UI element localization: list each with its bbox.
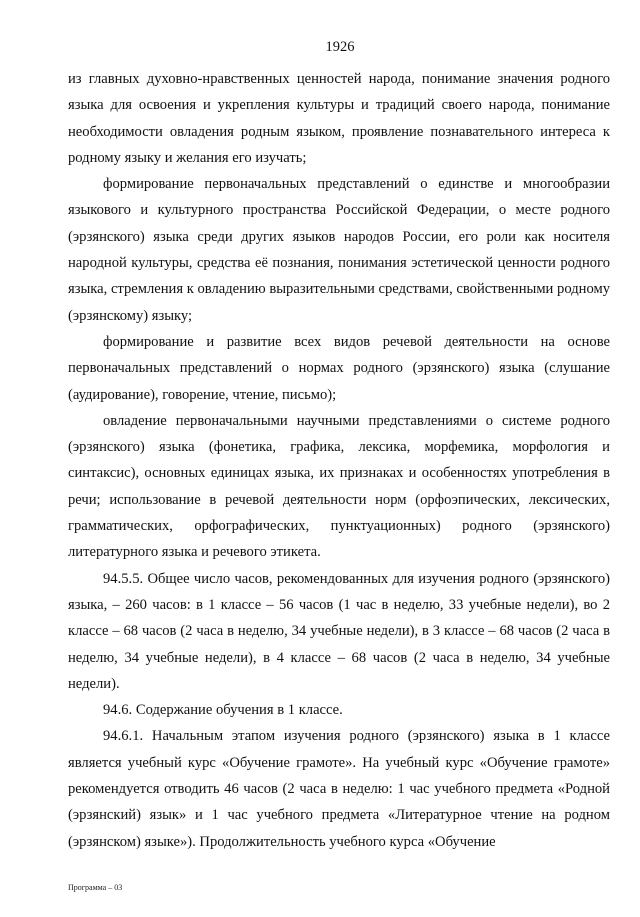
paragraph-section-94-6-1: 94.6.1. Начальным этапом изучения родного (эрзянского) языка в 1 классе является учебный курс «Обучение грамоте». На учебный курс «Обучение грамоте» рекомендуется отводить 46 часов (2 часа в неделю: 1 час учебного предмета «Родной (эрзянский) язык» и 1 час учебного предмета «Литературное чтение на родном (эрзянском) языке»). Продолжительность учебного курса «Обучение <box>68 728 610 850</box>
paragraph-section-94-6: 94.6. Содержание обучения в 1 классе. <box>103 702 343 719</box>
paragraph-scientific-representations: овладение первоначальными научными представлениями о системе родного (эрзянского) языка (фонетика, графика, лексика, морфемика, морфология и синтаксис), основных единицах языка, их признаках и особенностях употребления в речи; использование в речевой деятельности норм (орфоэпических, лексических, грамматических, орфографических, пунктуационных) родного (эрзянского) литературного языка и речевого этикета. <box>68 412 610 561</box>
page-footer: Программа – 03 <box>68 883 123 892</box>
paragraph-section-94-5-5: 94.5.5. Общее число часов, рекомендованных для изучения родного (эрзянского) языка, – 260 часов: в 1 классе – 56 часов (1 час в неделю, 33 учебные недели), во 2 классе – 68 часов (2 часа в неделю, 34 учебные недели), в 3 классе – 68 часов (2 часа в неделю, 34 учебные недели), в 4 классе – 68 часов (2 часа в неделю, 34 учебные недели). <box>68 570 610 692</box>
paragraph-speech-activity: формирование и развитие всех видов речевой деятельности на основе первоначальных представлений о нормах родного (эрзянского) языка (слушание (аудирование), говорение, чтение, письмо); <box>68 333 610 403</box>
page-number: 1926 <box>325 39 355 55</box>
paragraph-formation-representations: формирование первоначальных представлений о единстве и многообразии языкового и культурного пространства Российской Федерации, о месте родного (эрзянского) языка среди других языков народов России, его роли как носителя народной культуры, средства её познания, понимания эстетической ценности родного языка, стремления к овладению выразительными средствами, свойственными родному (эрзянскому) языку; <box>68 176 610 324</box>
body-text <box>68 66 610 855</box>
paragraph-continuation: из главных духовно-нравственных ценностей народа, понимание значения родного языка для освоения и укрепления культуры и традиций своего народа, понимание необходимости овладения родным языком, проявление познавательного интереса к родному языку и желания его изучать; <box>68 71 610 166</box>
